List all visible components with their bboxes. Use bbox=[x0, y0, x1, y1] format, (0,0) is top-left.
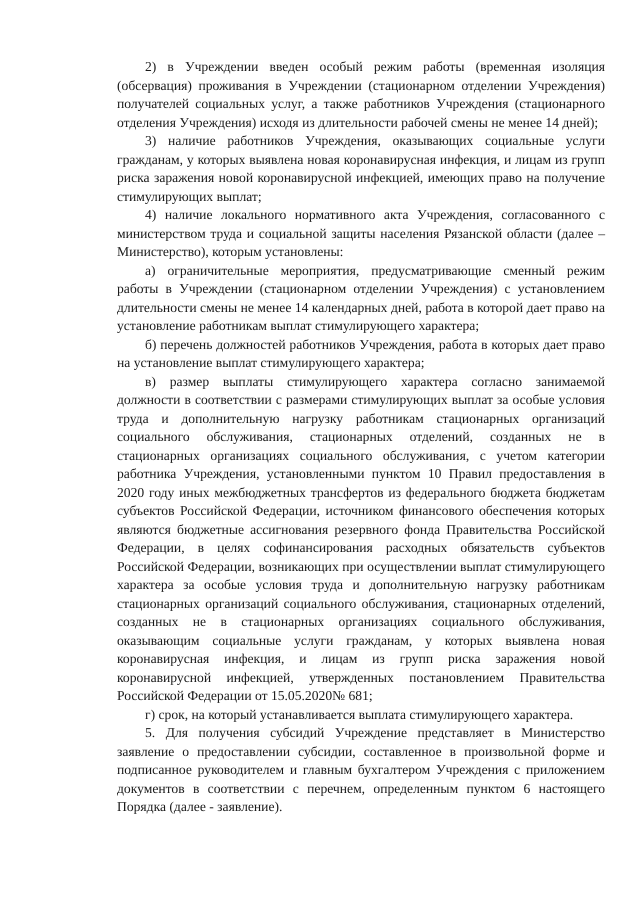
paragraph-item-4: 4) наличие локального нормативного акта Учреждения, согласованного с министерством труда и социальной защиты населения Рязанской области (далее – Министерство), которым установлены: bbox=[117, 207, 605, 259]
paragraph-subitem-b: б) перечень должностей работников Учреждения, работа в которых дает право на установление выплат стимулирующего характера; bbox=[117, 336, 605, 370]
paragraph-item-2: 2) в Учреждении введен особый режим работы (временная изоляция (обсервация) проживания в Учреждении (стационарном отделении Учреждения) получателей социальных услуг, а также работников Учреждения (стационарного отделения Учреждения) исходя из длительности рабочей смены не менее 14 дней); bbox=[117, 59, 605, 130]
paragraph-subitem-v: в) размер выплаты стимулирующего характера согласно занимаемой должности в соответствии с размерами стимулирующих выплат за особые условия труда и дополнительную нагрузку работникам стационарных организаций социального обслуживания, стационарных отделений, созданных не в стационарных организациях социального обслуживания, с учетом категории работника Учреждения, установленными пунктом 10 Правил предоставления в 2020 году иных межбюджетных трансфертов из федерального бюджета бюджетам субъектов Российской Федерации, источником финансового обеспечения которых являются бюджетные ассигнования резервного фонда Правительства Российской Федерации, в целях софинансирования расходных обязательств субъектов Российской Федерации, возникающих при осуществлении выплат стимулирующего характера за особые условия труда и дополнительную нагрузку работникам стационарных организаций социального обслуживания, стационарных отделений, созданных не в стационарных организациях социального обслуживания, оказывающим социальные услуги гражданам, у которых выявлена новая коронавирусная инфекция, и лицам из групп риска заражения новой коронавирусной инфекцией, утвержденных постановлением Правительства Российской Федерации от 15.05.2020№ 681; bbox=[117, 373, 605, 703]
paragraph-subitem-g: г) срок, на который устанавливается выплата стимулирующего характера. bbox=[145, 706, 574, 722]
paragraph-subitem-a: а) ограничительные мероприятия, предусматривающие сменный режим работы в Учреждении (стационарном отделении Учреждения) с установлением длительности смены не менее 14 календарных дней, работа в которой дает право на установление работникам выплат стимулирующего характера; bbox=[117, 262, 605, 333]
paragraph-item-3: 3) наличие работников Учреждения, оказывающих социальные услуги гражданам, у которых выявлена новая коронавирусная инфекция, и лицам из групп риска заражения новой коронавирусной инфекцией, имеющих право на получение стимулирующих выплат; bbox=[117, 133, 605, 204]
paragraph-clause-5: 5. Для получения субсидий Учреждение представляет в Министерство заявление о предоставлении субсидии, составленное в произвольной форме и подписанное руководителем и главным бухгалтером Учреждения с приложением документов в соответствии с перечнем, определенным пунктом 6 настоящего Порядка (далее - заявление). bbox=[117, 725, 605, 814]
document-page bbox=[117, 58, 605, 817]
